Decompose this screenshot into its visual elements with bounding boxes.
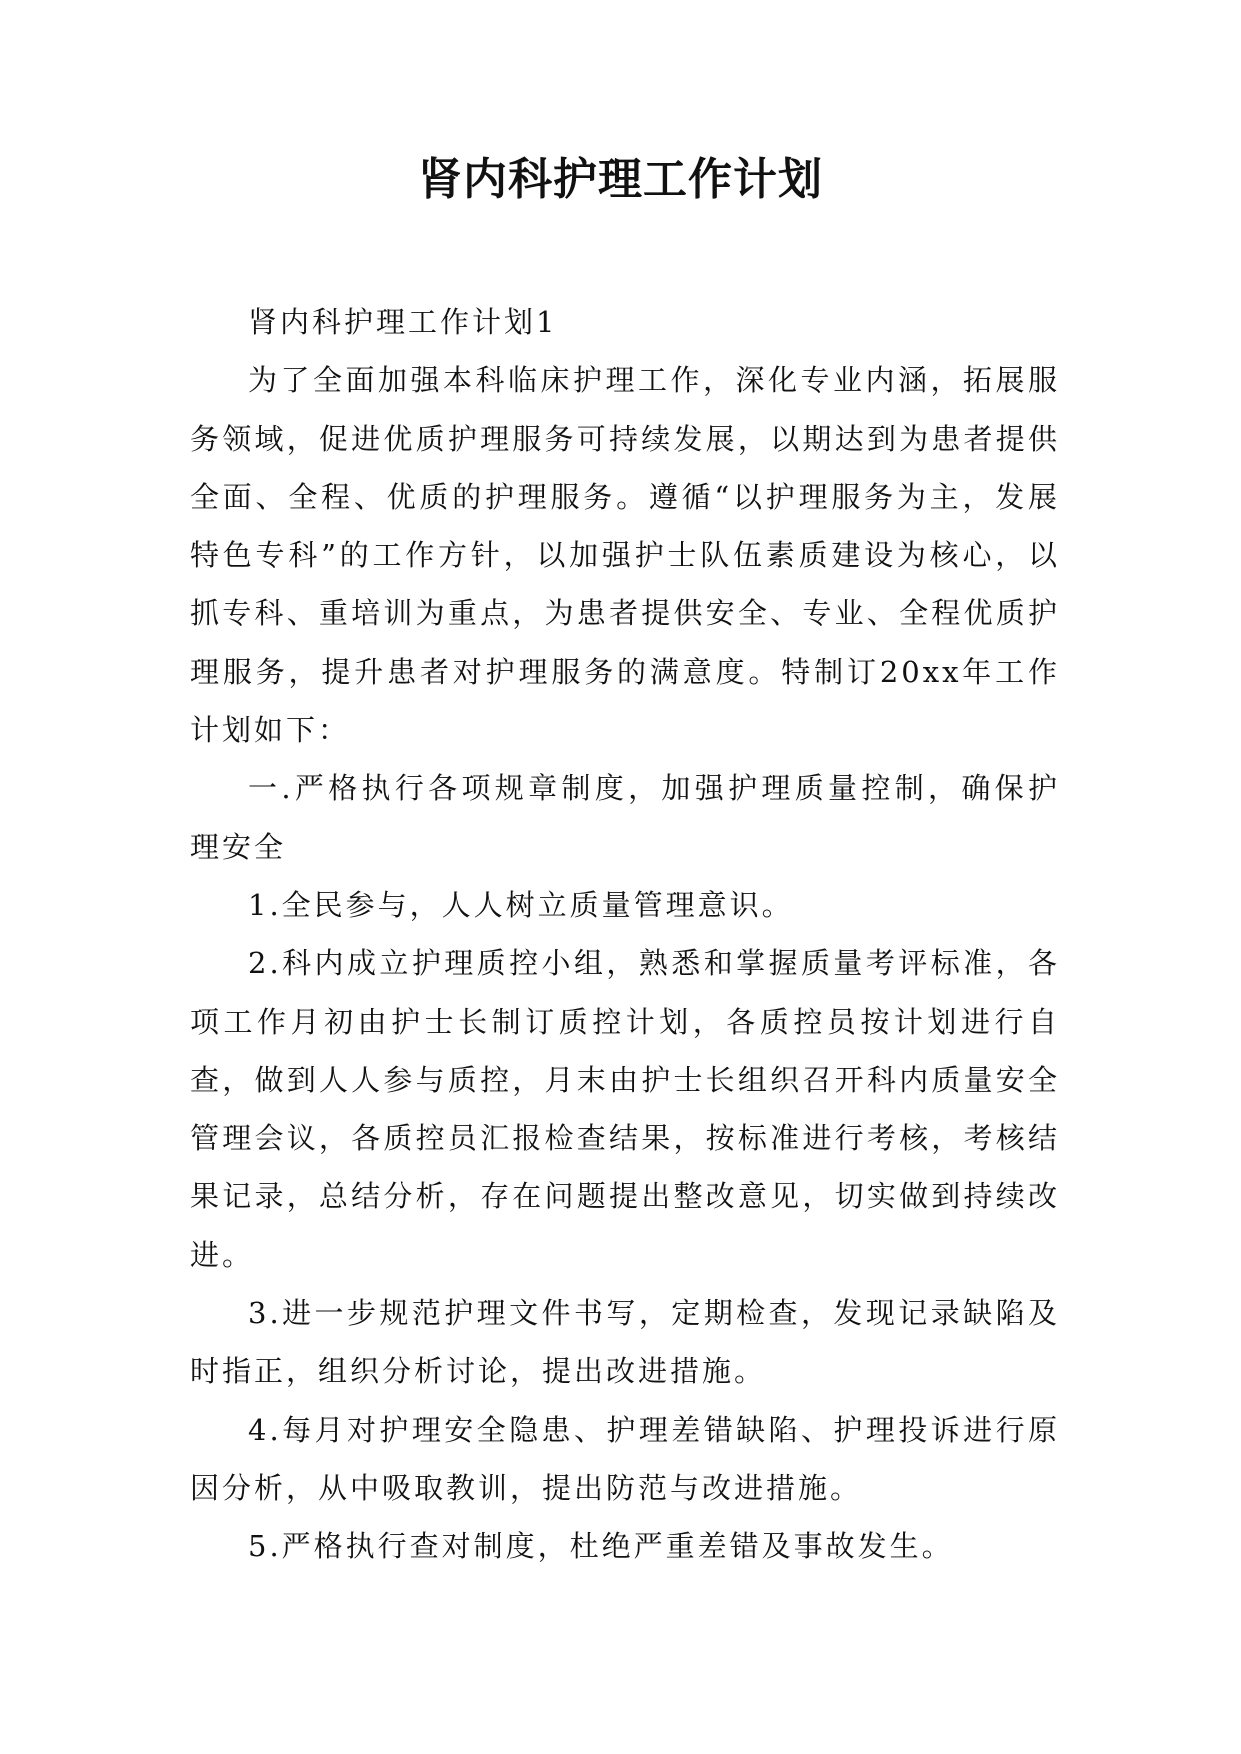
list-item-2: 2.科内成立护理质控小组，熟悉和掌握质量考评标准，各项工作月初由护士长制订质控计划，各质控员按计划进行自查，做到人人参与质控，月末由护士长组织召开科内质量安全管理会议，各质控员汇报检查结果，按标准进行考核，考核结果记录，总结分析，存在问题提出整改意见，切实做到持续改进。	[190, 946, 1060, 1272]
document-title: 肾内科护理工作计划	[418, 154, 823, 205]
section-heading: 肾内科护理工作计划1	[248, 305, 558, 339]
document-body	[190, 293, 1060, 1576]
intro-paragraph: 为了全面加强本科临床护理工作，深化专业内涵，拓展服务领域，促进优质护理服务可持续发展，以期达到为患者提供全面、全程、优质的护理服务。遵循“以护理服务为主，发展特色专科”的工作方针，以加强护士队伍素质建设为核心，以抓专科、重培训为重点，为患者提供安全、专业、全程优质护理服务，提升患者对护理服务的满意度。特制订20xx年工作计划如下：	[190, 363, 1060, 748]
item-heading-1: 一.严格执行各项规章制度，加强护理质量控制，确保护理安全	[190, 771, 1060, 864]
list-item-1: 1.全民参与，人人树立质量管理意识。	[248, 887, 794, 922]
list-item-3: 3.进一步规范护理文件书写，定期检查，发现记录缺陷及时指正，组织分析讨论，提出改进措施。	[190, 1296, 1060, 1389]
list-item-5: 5.严格执行查对制度，杜绝严重差错及事故发生。	[248, 1529, 954, 1564]
list-item-4: 4.每月对护理安全隐患、护理差错缺陷、护理投诉进行原因分析，从中吸取教训，提出防范与改进措施。	[190, 1412, 1060, 1505]
